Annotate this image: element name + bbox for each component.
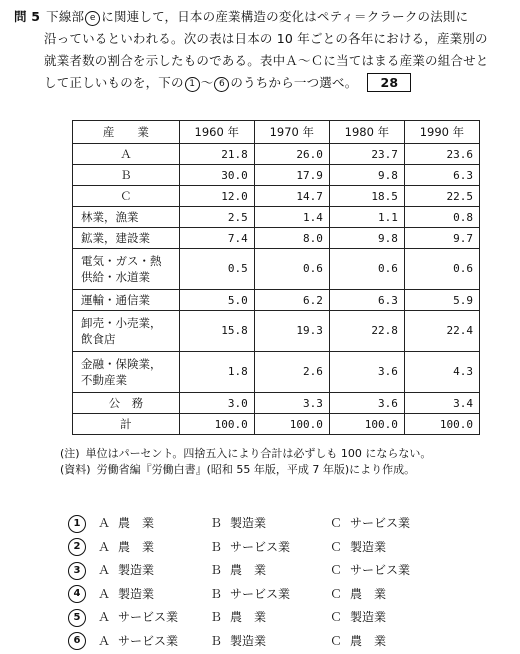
cell-value: 100.0: [404, 414, 479, 435]
cell-value: 8.0: [254, 228, 329, 249]
cell-value: 5.9: [404, 290, 479, 311]
table-header-cell: 1990 年: [404, 121, 479, 144]
option-6: 6 Ａ サービス業 Ｂ 製造業 Ｃ 農 業: [68, 630, 410, 654]
question-number: 問 5: [14, 9, 41, 24]
option-a: サービス業: [118, 633, 179, 648]
option-3: 3 Ａ 製造業 Ｂ 農 業 Ｃ サービス業: [68, 559, 410, 583]
option-c: サービス業: [350, 516, 411, 530]
cell-value: 0.6: [254, 249, 329, 290]
cell-value: 23.7: [329, 144, 404, 165]
cell-value: 6.3: [404, 165, 479, 186]
cell-value: 9.8: [329, 228, 404, 249]
row-label: Ａ: [73, 144, 180, 165]
option-number: 2: [68, 538, 86, 556]
option-b: 農 業: [230, 610, 267, 624]
question-text: [14, 6, 510, 94]
row-label: 公 務: [73, 393, 180, 414]
cell-value: 14.7: [254, 186, 329, 207]
option-2: 2 Ａ 農 業 Ｂ サービス業 Ｃ 製造業: [68, 536, 410, 560]
cell-value: 15.8: [179, 311, 254, 352]
note-line: (注) 単位はパーセント。四捨五入により合計は必ずしも 100 にならない。: [60, 447, 432, 460]
table-row: [73, 249, 480, 290]
cell-value: 100.0: [329, 414, 404, 435]
cell-value: 5.0: [179, 290, 254, 311]
table-header-row: [73, 121, 480, 144]
range-start: 1: [185, 77, 200, 92]
cell-value: 100.0: [254, 414, 329, 435]
table-header-cell: 1960 年: [179, 121, 254, 144]
question-line-4: して正しいものを，下の 1 ～ 6 のうちから一つ選べ。 28: [14, 72, 510, 94]
option-b: 農 業: [230, 563, 267, 577]
option-a: 農 業: [118, 516, 155, 530]
cell-value: 18.5: [329, 186, 404, 207]
cell-value: 0.6: [404, 249, 479, 290]
cell-value: 3.6: [329, 352, 404, 393]
option-number: 4: [68, 585, 86, 603]
cell-value: 7.4: [179, 228, 254, 249]
answer-box: 28: [367, 73, 411, 92]
cell-value: 22.5: [404, 186, 479, 207]
row-label: 電気・ガス・熱 供給・水道業: [73, 249, 180, 290]
cell-value: 3.0: [179, 393, 254, 414]
cell-value: 6.2: [254, 290, 329, 311]
cell-value: 19.3: [254, 311, 329, 352]
table-row: [73, 144, 480, 165]
option-number: 5: [68, 609, 86, 627]
option-1: 1 Ａ 農 業 Ｂ 製造業 Ｃ サービス業: [68, 512, 410, 536]
table-header-cell: 1970 年: [254, 121, 329, 144]
option-c: 農 業: [350, 586, 387, 601]
question-line-1: 問 5 下線部 e に関連して，日本の産業構造の変化はペティ＝クラークの法則に: [14, 9, 469, 24]
option-c: 農 業: [350, 633, 387, 648]
cell-value: 17.9: [254, 165, 329, 186]
cell-value: 22.4: [404, 311, 479, 352]
cell-value: 1.1: [329, 207, 404, 228]
option-b: サービス業: [230, 539, 291, 554]
option-a: 製造業: [118, 586, 155, 601]
option-number: 6: [68, 632, 86, 650]
table-row: [73, 311, 480, 352]
option-4: 4 Ａ 製造業 Ｂ サービス業 Ｃ 農 業: [68, 583, 410, 607]
underline-marker: e: [85, 11, 100, 26]
question-line-2: 沿っているといわれる。次の表は日本の 10 年ごとの各年における，産業別の: [44, 31, 488, 46]
table-row: [73, 393, 480, 414]
option-number: 1: [68, 515, 86, 533]
cell-value: 0.8: [404, 207, 479, 228]
option-b: サービス業: [230, 586, 291, 601]
question-line-3: 就業者数の割合を示したものである。表中Ａ～Ｃに当てはまる産業の組合せと: [44, 53, 489, 68]
option-c: 製造業: [350, 610, 387, 624]
option-c: 製造業: [350, 539, 387, 554]
cell-value: 1.8: [179, 352, 254, 393]
source-line: (資料) 労働省編『労働白書』(昭和 55 年版，平成 7 年版)により作成。: [60, 463, 416, 476]
cell-value: 12.0: [179, 186, 254, 207]
cell-value: 22.8: [329, 311, 404, 352]
table-row: [73, 165, 480, 186]
table-total-row: [73, 414, 480, 435]
table-row: [73, 352, 480, 393]
range-end: 6: [214, 77, 229, 92]
cell-value: 2.6: [254, 352, 329, 393]
row-label: 金融・保険業， 不動産業: [73, 352, 180, 393]
cell-value: 21.8: [179, 144, 254, 165]
option-a: 製造業: [118, 563, 155, 577]
option-c: サービス業: [350, 563, 411, 577]
option-b: 製造業: [230, 516, 267, 530]
industry-employment-table: [72, 120, 480, 435]
table-row: [73, 228, 480, 249]
answer-options: [68, 512, 410, 653]
row-label: Ｃ: [73, 186, 180, 207]
cell-value: 9.8: [329, 165, 404, 186]
cell-value: 0.5: [179, 249, 254, 290]
cell-value: 6.3: [329, 290, 404, 311]
row-label: Ｂ: [73, 165, 180, 186]
option-b: 製造業: [230, 633, 267, 648]
table-row: [73, 207, 480, 228]
row-label: 林業，漁業: [73, 207, 180, 228]
table-row: [73, 186, 480, 207]
cell-value: 1.4: [254, 207, 329, 228]
table-notes: [60, 446, 431, 478]
cell-value: 3.6: [329, 393, 404, 414]
option-a: サービス業: [118, 610, 179, 624]
cell-value: 0.6: [329, 249, 404, 290]
table-header-cell: 1980 年: [329, 121, 404, 144]
cell-value: 26.0: [254, 144, 329, 165]
option-5: 5 Ａ サービス業 Ｂ 農 業 Ｃ 製造業: [68, 606, 410, 630]
option-a: 農 業: [118, 539, 155, 554]
row-label: 運輸・通信業: [73, 290, 180, 311]
cell-value: 30.0: [179, 165, 254, 186]
cell-value: 100.0: [179, 414, 254, 435]
cell-value: 23.6: [404, 144, 479, 165]
table-header-cell: 産 業: [73, 121, 180, 144]
row-label: 鉱業，建設業: [73, 228, 180, 249]
cell-value: 3.3: [254, 393, 329, 414]
row-label: 計: [73, 414, 180, 435]
row-label: 卸売・小売業， 飲食店: [73, 311, 180, 352]
option-number: 3: [68, 562, 86, 580]
table-row: [73, 290, 480, 311]
cell-value: 9.7: [404, 228, 479, 249]
cell-value: 3.4: [404, 393, 479, 414]
cell-value: 2.5: [179, 207, 254, 228]
cell-value: 4.3: [404, 352, 479, 393]
